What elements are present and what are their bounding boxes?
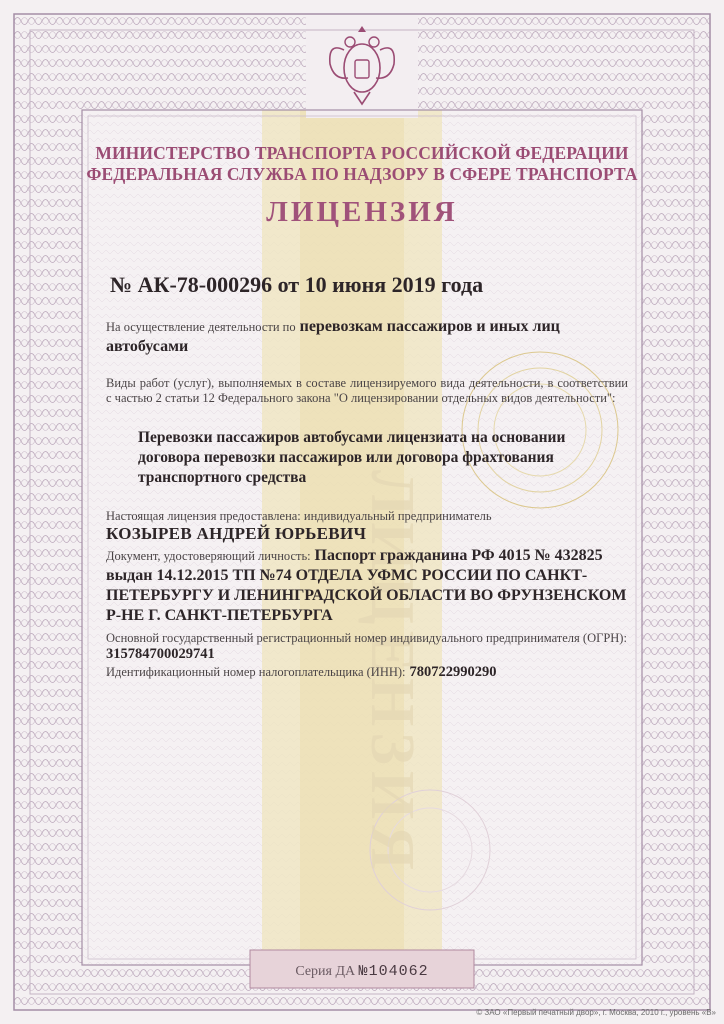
series-number: №104062 <box>358 963 429 980</box>
series-label: Серия ДА <box>295 964 356 979</box>
document-block <box>106 546 628 626</box>
ogrn-block <box>106 630 628 662</box>
works-intro: Виды работ (услуг), выполняемых в составе лицензируемого вида деятельности, в соответствии с частью 2 статьи 12 Федерального закона "О лицензировании отдельных видов деятельности": <box>106 376 628 405</box>
document-value: Паспорт гражданина РФ 4015 № 432825 выдан 14.12.2015 ТП №74 ОТДЕЛА УФМС РОССИИ ПО САНКТ-ПЕТЕРБУРГУ И ЛЕНИНГРАДСКОЙ ОБЛАСТИ ВО ФРУНЗЕНСКОМ Р-НЕ Г. САНКТ-ПЕТЕРБУРГА <box>106 547 627 624</box>
holder-name: КОЗЫРЕВ АНДРЕЙ ЮРЬЕВИЧ <box>106 524 367 543</box>
watermark-text: ЛИЦЕНЗИЯ <box>358 470 426 876</box>
inn-block <box>106 664 628 680</box>
inn-label: Идентификационный номер налогоплательщика (ИНН): <box>106 665 406 679</box>
activity-value: перевозкам пассажиров и иных лиц автобусами <box>106 318 560 355</box>
ogrn-value: 315784700029741 <box>106 646 215 662</box>
activity-label: На осуществление деятельности по <box>106 320 296 334</box>
ministry-line-1: МИНИСТЕРСТВО ТРАНСПОРТА РОССИЙСКОЙ ФЕДЕРАЦИИ <box>95 143 629 163</box>
ministry-line-2: ФЕДЕРАЛЬНАЯ СЛУЖБА ПО НАДЗОРУ В СФЕРЕ ТРАНСПОРТА <box>86 164 638 184</box>
printer-note: © ЗАО «Первый печатный двор», г. Москва, 2010 г., уровень «В» <box>476 1008 716 1017</box>
ogrn-label: Основной государственный регистрационный номер индивидуального предпринимателя (ОГРН): <box>106 631 627 645</box>
holder-label: Настоящая лицензия предоставлена: индивидуальный предприниматель <box>106 509 492 523</box>
activity-block <box>106 317 628 357</box>
series-cartouche <box>0 963 724 980</box>
license-number: № АК-78-000296 от 10 июня 2019 года <box>110 272 484 297</box>
document-label: Документ, удостоверяющий личность: <box>106 549 311 563</box>
document-title: ЛИЦЕНЗИЯ <box>266 196 458 228</box>
inn-value: 780722990290 <box>409 664 497 680</box>
works-value: Перевозки пассажиров автобусами лицензиата на основании договора перевозки пассажиров или договора фрахтования транспортного средства <box>138 429 566 486</box>
